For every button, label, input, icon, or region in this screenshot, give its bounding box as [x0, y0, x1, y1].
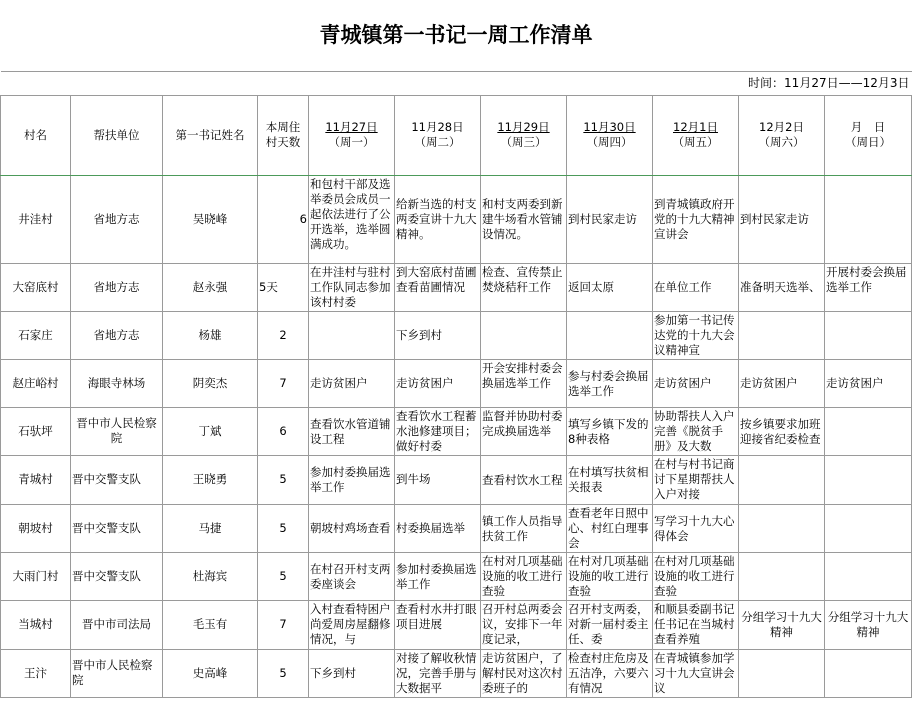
day-3-work — [481, 311, 567, 359]
day-7-work: 走访贫困户 — [825, 359, 912, 407]
day-4-work: 到村民家走访 — [567, 175, 653, 263]
days-count: 5 — [258, 649, 309, 697]
secretary-name: 杜海宾 — [163, 552, 258, 600]
day-2-work: 走访贫困户 — [395, 359, 481, 407]
page-title: 青城镇第一书记一周工作清单 — [319, 22, 593, 47]
secretary-name: 史高峰 — [163, 649, 258, 697]
day-7-work: 开展村委会换届选举工作 — [825, 263, 912, 311]
day-3-work: 在村对几项基础设施的收工进行查验 — [481, 552, 567, 600]
table-row — [1, 359, 912, 407]
day-4-work: 在村填写扶贫相关报表 — [567, 455, 653, 504]
day-4-work: 填写乡镇下发的8种表格 — [567, 407, 653, 455]
support-unit: 晋中市人民检察院 — [71, 407, 163, 455]
day-5-work: 写学习十九大心得体会 — [653, 504, 739, 552]
header-day-7: 月 日 （周日） — [825, 95, 912, 175]
day-4-work: 查看老年日照中心、村红白理事会 — [567, 504, 653, 552]
days-count: 5 — [258, 552, 309, 600]
days-count: 5天 — [258, 263, 309, 311]
secretary-name: 杨雄 — [163, 311, 258, 359]
support-unit: 晋中交警支队 — [71, 504, 163, 552]
village-name: 赵庄峪村 — [1, 359, 71, 407]
day-1-work: 参加村委换届选举工作 — [309, 455, 395, 504]
day-6-work — [739, 552, 825, 600]
day-6-work — [739, 649, 825, 697]
day-5-work: 和顺县委副书记任书记在当城村查看养殖 — [653, 600, 739, 649]
date-range: 时间：11月27日——12月3日 — [567, 71, 912, 95]
day-6-work: 走访贫困户 — [739, 359, 825, 407]
day-7-work — [825, 407, 912, 455]
village-name: 青城村 — [1, 455, 71, 504]
table-row — [1, 649, 912, 697]
days-count: 5 — [258, 504, 309, 552]
header-unit: 帮扶单位 — [71, 95, 163, 175]
day-6-work: 准备明天选举、 — [739, 263, 825, 311]
day-1-work: 查看饮水管道铺设工程 — [309, 407, 395, 455]
day-3-work: 镇工作人员指导扶贫工作 — [481, 504, 567, 552]
day-4-work — [567, 311, 653, 359]
day-7-work: 分组学习十九大精神 — [825, 600, 912, 649]
village-name: 井洼村 — [1, 175, 71, 263]
table-row — [1, 600, 912, 649]
support-unit: 晋中市司法局 — [71, 600, 163, 649]
day-7-work — [825, 175, 912, 263]
day-1-work — [309, 311, 395, 359]
day-2-work: 查看饮水工程蓄水池修建项目；做好村委 — [395, 407, 481, 455]
secretary-name: 王晓勇 — [163, 455, 258, 504]
header-village: 村名 — [1, 95, 71, 175]
table-row — [1, 455, 912, 504]
day-2-work: 村委换届选举 — [395, 504, 481, 552]
day-5-work: 在单位工作 — [653, 263, 739, 311]
day-6-work: 按乡镇要求加班迎接省纪委检查 — [739, 407, 825, 455]
secretary-name: 丁斌 — [163, 407, 258, 455]
days-count: 7 — [258, 600, 309, 649]
day-6-work: 到村民家走访 — [739, 175, 825, 263]
day-5-work: 到青城镇政府开党的十九大精神宣讲会 — [653, 175, 739, 263]
days-count: 6 — [258, 407, 309, 455]
day-5-work: 参加第一书记传达党的十九大会议精神宣 — [653, 311, 739, 359]
village-name: 大雨门村 — [1, 552, 71, 600]
day-2-work: 对接了解收秋情况，完善手册与大数据平 — [395, 649, 481, 697]
day-7-work — [825, 552, 912, 600]
secretary-name: 毛玉有 — [163, 600, 258, 649]
header-day-2: 11月28日 （周二） — [395, 95, 481, 175]
table-row — [1, 407, 912, 455]
day-4-work: 召开村支两委，对新一届村委主任、委 — [567, 600, 653, 649]
day-1-work: 入村查看特困户尚爱周房屋翻修情况，与 — [309, 600, 395, 649]
village-name: 石家庄 — [1, 311, 71, 359]
day-1-work: 在村召开村支两委座谈会 — [309, 552, 395, 600]
header-day-5: 12月1日 （周五） — [653, 95, 739, 175]
header-day-3: 11月29日 （周三） — [481, 95, 567, 175]
day-4-work: 参与村委会换届选举工作 — [567, 359, 653, 407]
header-secretary: 第一书记姓名 — [163, 95, 258, 175]
header-day-6: 12月2日 （周六） — [739, 95, 825, 175]
secretary-name: 阴奕杰 — [163, 359, 258, 407]
days-count: 2 — [258, 311, 309, 359]
secretary-name: 马捷 — [163, 504, 258, 552]
day-5-work: 走访贫困户 — [653, 359, 739, 407]
support-unit: 省地方志 — [71, 175, 163, 263]
day-2-work: 给新当选的村支两委宣讲十九大精神。 — [395, 175, 481, 263]
header-day-1: 11月27日 （周一） — [309, 95, 395, 175]
day-6-work: 分组学习十九大精神 — [739, 600, 825, 649]
day-7-work — [825, 504, 912, 552]
days-count: 6 — [258, 175, 309, 263]
day-7-work — [825, 455, 912, 504]
support-unit: 省地方志 — [71, 311, 163, 359]
village-name: 朝坡村 — [1, 504, 71, 552]
village-name: 王汴 — [1, 649, 71, 697]
day-3-work: 监督并协助村委完成换届选举 — [481, 407, 567, 455]
support-unit: 晋中交警支队 — [71, 455, 163, 504]
secretary-name: 赵永强 — [163, 263, 258, 311]
table-row — [1, 263, 912, 311]
day-2-work: 查看村水井打眼项目进展 — [395, 600, 481, 649]
day-1-work: 走访贫困户 — [309, 359, 395, 407]
header-days: 本周住 村天数 — [258, 95, 309, 175]
day-3-work: 开会安排村委会换届选举工作 — [481, 359, 567, 407]
header-day-4: 11月30日 （周四） — [567, 95, 653, 175]
day-3-work: 检查、宣传禁止焚烧秸秆工作 — [481, 263, 567, 311]
day-5-work: 在村对几项基础设施的收工进行查验 — [653, 552, 739, 600]
day-6-work — [739, 311, 825, 359]
header-row — [1, 95, 912, 175]
day-3-work: 和村支两委到新建牛场看水管铺设情况。 — [481, 175, 567, 263]
day-2-work: 到牛场 — [395, 455, 481, 504]
day-3-work: 走访贫困户，了解村民对这次村委班子的 — [481, 649, 567, 697]
day-1-work: 和包村干部及选举委员会成员一起依法进行了公开选举，选举圆满成功。 — [309, 175, 395, 263]
support-unit: 省地方志 — [71, 263, 163, 311]
village-name: 当城村 — [1, 600, 71, 649]
day-4-work: 检查村庄危房及五洁净，六要六有情况 — [567, 649, 653, 697]
day-2-work: 到大窑底村苗圃查看苗圃情况 — [395, 263, 481, 311]
day-7-work — [825, 311, 912, 359]
table-row — [1, 311, 912, 359]
days-count: 7 — [258, 359, 309, 407]
support-unit: 晋中市人民检察院 — [71, 649, 163, 697]
day-5-work: 在青城镇参加学习十九大宣讲会议 — [653, 649, 739, 697]
day-4-work: 返回太原 — [567, 263, 653, 311]
day-2-work: 参加村委换届选举工作 — [395, 552, 481, 600]
day-7-work — [825, 649, 912, 697]
day-4-work: 在村对几项基础设施的收工进行查验 — [567, 552, 653, 600]
day-3-work: 查看村饮水工程 — [481, 455, 567, 504]
day-1-work: 在井洼村与驻村工作队同志参加该村村委 — [309, 263, 395, 311]
village-name: 大窑底村 — [1, 263, 71, 311]
day-6-work — [739, 455, 825, 504]
support-unit: 海眼寺林场 — [71, 359, 163, 407]
table-row — [1, 175, 912, 263]
days-count: 5 — [258, 455, 309, 504]
day-3-work: 召开村总两委会议，安排下一年度记录， — [481, 600, 567, 649]
table-row — [1, 552, 912, 600]
secretary-name: 吴晓峰 — [163, 175, 258, 263]
day-1-work: 朝坡村鸡场查看 — [309, 504, 395, 552]
day-5-work: 协助帮扶人入户完善《脱贫手册》及大数 — [653, 407, 739, 455]
day-5-work: 在村与村书记商讨下星期帮扶人入户对接 — [653, 455, 739, 504]
day-2-work: 下乡到村 — [395, 311, 481, 359]
table-row — [1, 504, 912, 552]
day-1-work: 下乡到村 — [309, 649, 395, 697]
support-unit: 晋中交警支队 — [71, 552, 163, 600]
day-6-work — [739, 504, 825, 552]
village-name: 石驮坪 — [1, 407, 71, 455]
